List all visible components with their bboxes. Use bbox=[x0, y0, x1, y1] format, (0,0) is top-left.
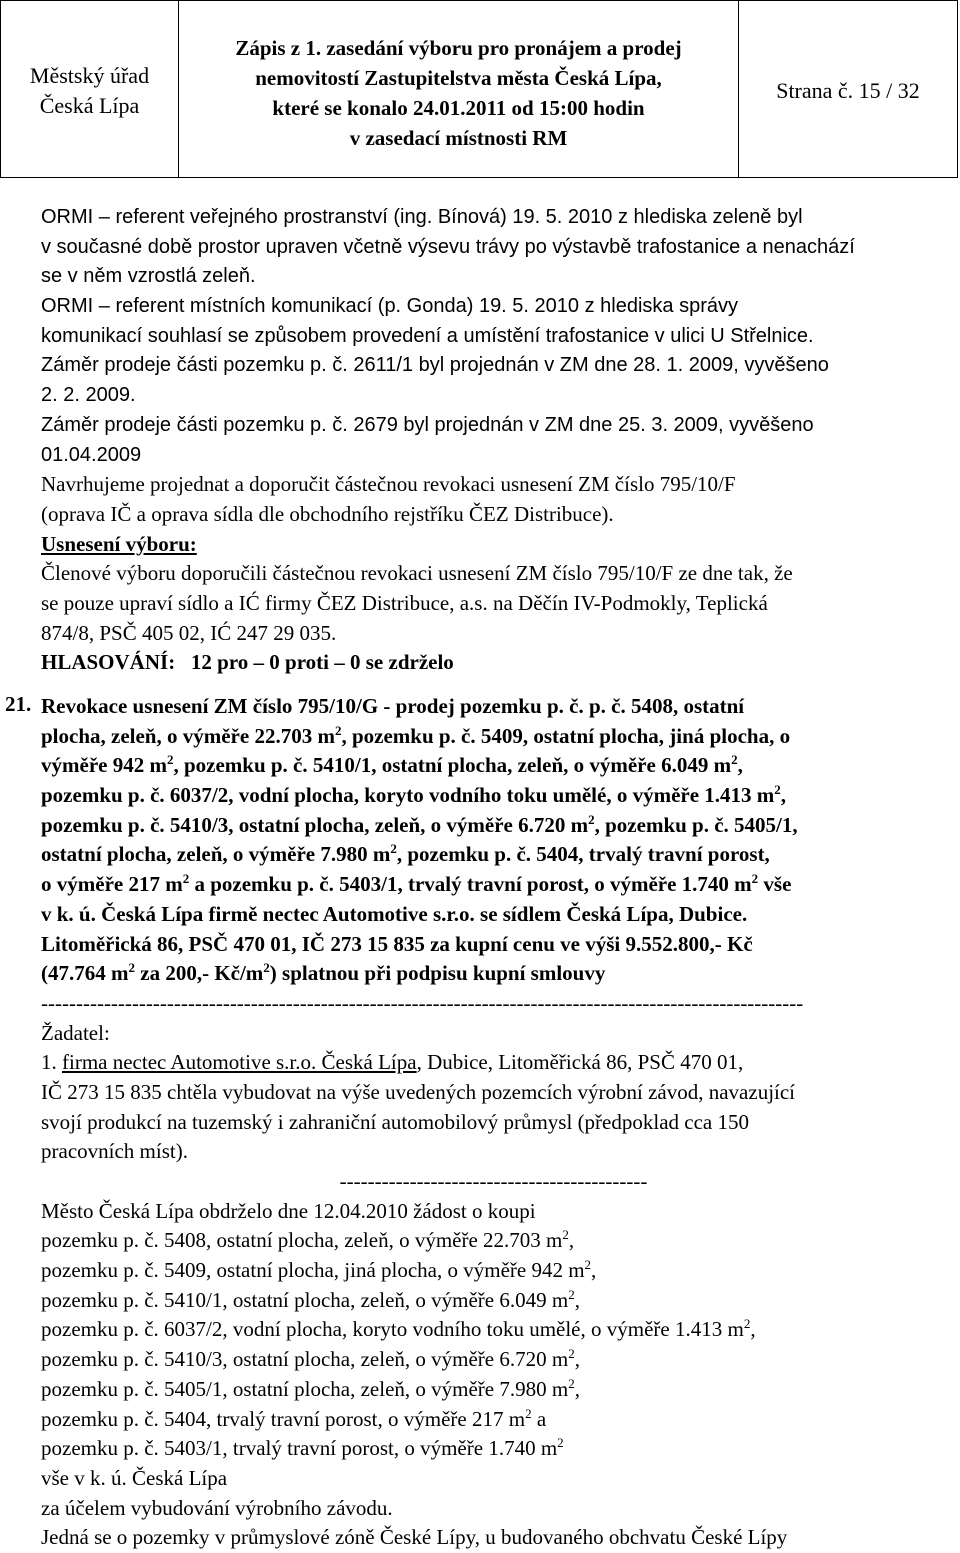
text-line: ORMI – referent veřejného prostranství (ing. Bínová) 19. 5. 2010 z hlediska zeleně byl bbox=[41, 206, 803, 228]
applicant-label: Žadatel: bbox=[41, 1020, 110, 1045]
text-line: Záměr prodeje části pozemku p. č. 2679 byl projednán v ZM dne 25. 3. 2009, vyvěšeno bbox=[41, 413, 814, 436]
text-line: Záměr prodeje části pozemku p. č. 2611/1 byl projednán v ZM dne 28. 1. 2009, vyvěšeno bbox=[41, 354, 829, 377]
text-line: Navrhujeme projednat a doporučit částečnou revokaci usnesení ZM číslo 795/10/F bbox=[41, 472, 736, 497]
item-heading-line: ostatní plocha, zeleň, o výměře 7.980 $m^2$, pozemku p. č. 5404, trvalý travní porost, bbox=[41, 841, 770, 867]
block-opinions bbox=[41, 203, 946, 470]
item-heading-line: v k. ú. Česká Lípa firmě nectec Automotive s.r.o. se sídlem Česká Lípa, Dubice. bbox=[41, 901, 748, 926]
applicant-line: 1. firma nectec Automotive s.r.o. Česká Lípa, Dubice, Litoměřická 86, PSČ 470 01, bbox=[41, 1050, 744, 1075]
vote-result: HLASOVÁNÍ: 12 pro – 0 proti – 0 se zdrželo bbox=[41, 650, 454, 675]
request-line: za účelem vybudování výrobního závodu. bbox=[41, 1495, 393, 1520]
applicant-line: pracovních míst). bbox=[41, 1139, 188, 1164]
item-heading-line: výměře 942 $m^2$, pozemku p. č. 5410/1, ostatní plocha, zeleň, o výměře 6.049 $m^2$, bbox=[41, 752, 743, 778]
text-line: 01.04.2009 bbox=[41, 443, 142, 466]
applicant-company: firma nectec Automotive s.r.o. Česká Lípa bbox=[62, 1050, 417, 1075]
applicant-section bbox=[41, 1019, 946, 1167]
parcel-line: pozemku p. č. 5409, ostatní plocha, jiná plocha, o výměře 942 $m^2$, bbox=[41, 1257, 597, 1283]
text-line: v současné době prostor upraven včetně výsevu trávy po výstavbě trafostanice a nenachází bbox=[41, 235, 855, 258]
text-line: komunikací souhlasí se způsobem provedení a umístění trafostanice v ulici U Střelnice. bbox=[41, 324, 814, 347]
item-heading-line: pozemku p. č. 5410/3, ostatní plocha, zeleň, o výměře 6.720 $m^2$, pozemku p. č. 5405/1, bbox=[41, 811, 798, 837]
text-line: ORMI – referent místních komunikací (p. Gonda) 19. 5. 2010 z hlediska správy bbox=[41, 295, 738, 318]
request-intro: Město Česká Lípa obdrželo dne 12.04.2010 žádost o koupi bbox=[41, 1198, 536, 1223]
request-line: vše v k. ú. Česká Lípa bbox=[41, 1465, 228, 1490]
request-section bbox=[41, 1197, 946, 1553]
item-heading-line: o výměře 217 $m^2$ a pozemku p. č. 5403/1, trvalý travní porost, o výměře 1.740 $m^2$ vše bbox=[41, 871, 792, 897]
item-heading-line: (47.764 $m^2$ za 200,- $Kč/m^2$) splatnou při podpisu kupní smlouvy bbox=[41, 960, 606, 986]
parcel-line: pozemku p. č. 5410/1, ostatní plocha, zeleň, o výměře 6.049 $m^2$, bbox=[41, 1286, 580, 1312]
parcel-line: pozemku p. č. 5408, ostatní plocha, zeleň, o výměře 22.703 $m^2$, bbox=[41, 1227, 575, 1253]
text-line: Členové výboru doporučili částečnou revokaci usnesení ZM číslo 795/10/F ze dne tak, že bbox=[41, 561, 793, 586]
applicant-line: svojí produkcí na tuzemský i zahraniční automobilový průmysl (předpoklad cca 150 bbox=[41, 1109, 749, 1134]
parcel-line: pozemku p. č. 5410/3, ostatní plocha, zeleň, o výměře 6.720 $m^2$, bbox=[41, 1346, 580, 1372]
separator-line-short: -------------------------------------------- bbox=[339, 1169, 648, 1193]
applicant-line: IČ 273 15 835 chtěla vybudovat na výše uvedených pozemcích výrobní závod, navazující bbox=[41, 1079, 796, 1104]
text-line: 874/8, PSČ 405 02, IĆ 247 29 035. bbox=[41, 620, 337, 645]
item-heading-line: Revokace usnesení ZM číslo 795/10/G - prodej pozemku p. č. p. č. 5408, ostatní bbox=[41, 694, 745, 718]
text-line: se v něm vzrostlá zeleň. bbox=[41, 265, 256, 288]
item-heading-line: plocha, zeleň, o výměře 22.703 $m^2$, pozemku p. č. 5409, ostatní plocha, jiná plocha, o bbox=[41, 722, 791, 748]
text-line: 2. 2. 2009. bbox=[41, 384, 136, 407]
parcel-line: pozemku p. č. 5405/1, ostatní plocha, zeleň, o výměře 7.980 $m^2$, bbox=[41, 1375, 580, 1401]
office-name: Městský úřad Česká Lípa bbox=[1, 1, 179, 177]
text-line: se pouze upraví sídlo a IĆ firmy ČEZ Distribuce, a.s. na Děčín IV-Podmokly, Teplická bbox=[41, 590, 768, 615]
item-heading-line: pozemku p. č. 6037/2, vodní plocha, koryto vodního toku umělé, o výměře 1.413 $m^2$, bbox=[41, 782, 787, 808]
separator-line: ------------------------------------------------------------------------------------------------------------- bbox=[41, 990, 804, 1015]
document-body bbox=[5, 203, 946, 1553]
agenda-item-21 bbox=[5, 692, 946, 989]
request-line: Jedná se o pozemky v průmyslové zóně České Lípy, u budovaného obchvatu České Lípy bbox=[41, 1525, 788, 1550]
parcel-line: pozemku p. č. 6037/2, vodní plocha, koryto vodního toku umělé, o výměře 1.413 $m^2$, bbox=[41, 1316, 756, 1342]
page-header bbox=[0, 0, 958, 178]
item-number: 21. bbox=[5, 692, 32, 716]
page-number: Strana č. 15 / 32 bbox=[776, 78, 920, 103]
parcel-line: pozemku p. č. 5403/1, trvalý travní porost, o výměře 1.740 $m^2$ bbox=[41, 1435, 564, 1461]
parcel-line: pozemku p. č. 5404, trvalý travní porost, o výměře 217 $m^2$ a bbox=[41, 1405, 547, 1431]
item-heading-line: Litoměřická 86, PSČ 470 01, IČ 273 15 835 za kupní cenu ve výši 9.552.800,- Kč bbox=[41, 931, 753, 956]
resolution-label: Usnesení výboru: bbox=[41, 531, 197, 556]
text-line: (oprava IČ a oprava sídla dle obchodního rejstříku ČEZ Distribuce). bbox=[41, 501, 614, 526]
document-title: Zápis z 1. zasedání výboru pro pronájem a prodej nemovitostí Zastupitelstva města Česká Lípa, které se konalo 24.01.2011 od 15:00 hodin v zasedací místnosti RM bbox=[179, 1, 739, 177]
